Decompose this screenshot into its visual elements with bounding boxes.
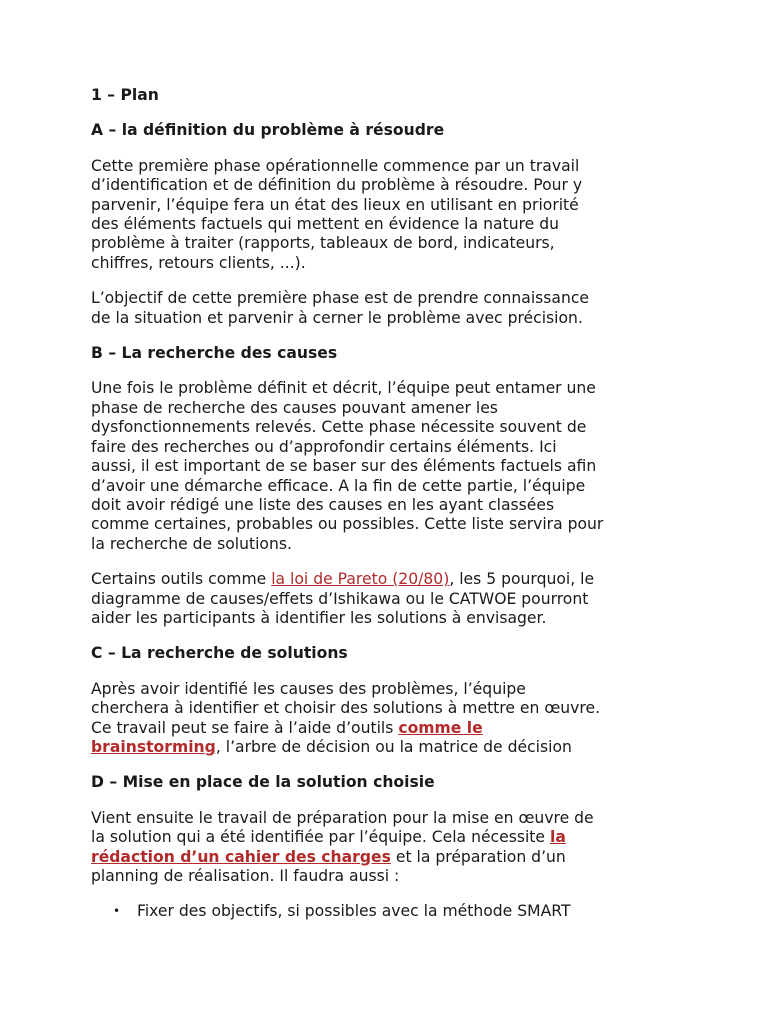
bullet-list	[91, 902, 691, 921]
heading-section-d: D – Mise en place de la solution choisie	[91, 773, 435, 792]
list-item: • Fixer des objectifs, si possibles avec la méthode SMART	[113, 902, 571, 921]
document-content	[91, 86, 691, 922]
pareto-link[interactable]: la loi de Pareto (20/80)	[271, 570, 450, 589]
heading-section-a: A – la définition du problème à résoudre	[91, 121, 445, 140]
cahier-des-charges-link[interactable]: rédaction d’un cahier des charges	[91, 847, 391, 866]
paragraph-a2: L’objectif de cette première phase est de prendre connaissance de la situation et parvenir à cerner le problème avec précision.	[91, 289, 590, 327]
cahier-des-charges-link-part1[interactable]: la	[549, 828, 566, 847]
brainstorming-link-part1[interactable]: comme le	[398, 718, 483, 737]
paragraph-d1: Vient ensuite le travail de préparation pour la mise en œuvre de la solution qui a été identifiée par l’équipe. Cela nécessite la rédaction d’un cahier des charges et la préparation d’un planning de réalisation. Il faudra aussi :	[91, 808, 594, 885]
paragraph-a1: Cette première phase opérationnelle commence par un travail d’identification et de définition du problème à résoudre. Pour y parvenir, l’équipe fera un état des lieux en utilisant en priorité des éléments factuels qui mettent en évidence la nature du problème à traiter (rapports, tableaux de bord, indicateurs, chiffres, retours clients, ...).	[91, 156, 583, 272]
paragraph-b2: Certains outils comme la loi de Pareto (20/80), les 5 pourquoi, le diagramme de causes/effets d’Ishikawa ou le CATWOE pourront aider les participants à identifier les solutions à envisager.	[91, 570, 595, 627]
brainstorming-link[interactable]: brainstorming	[91, 737, 216, 756]
heading-section-c: C – La recherche de solutions	[91, 644, 348, 663]
paragraph-b1: Une fois le problème définit et décrit, l’équipe peut entamer une phase de recherche des causes pouvant amener les dysfonctionnements relevés. Cette phase nécessite souvent de faire des recherches ou d’approfondir certains éléments. Ici aussi, il est important de se baser sur des éléments factuels afin d’avoir une démarche efficace. A la fin de cette partie, l’équipe doit avoir rédigé une liste des causes en les ayant classées comme certaines, probables ou possibles. Cette liste servira pour la recherche de solutions.	[91, 379, 604, 553]
heading-section-b: B – La recherche des causes	[91, 344, 338, 363]
paragraph-c1: Après avoir identifié les causes des problèmes, l’équipe cherchera à identifier et choisir des solutions à mettre en œuvre. Ce travail peut se faire à l’aide d’outils comme le brainstorming, l’arbre de décision ou la matrice de décision	[91, 679, 601, 756]
heading-plan: 1 – Plan	[91, 86, 159, 104]
bullet-icon: •	[113, 904, 121, 919]
